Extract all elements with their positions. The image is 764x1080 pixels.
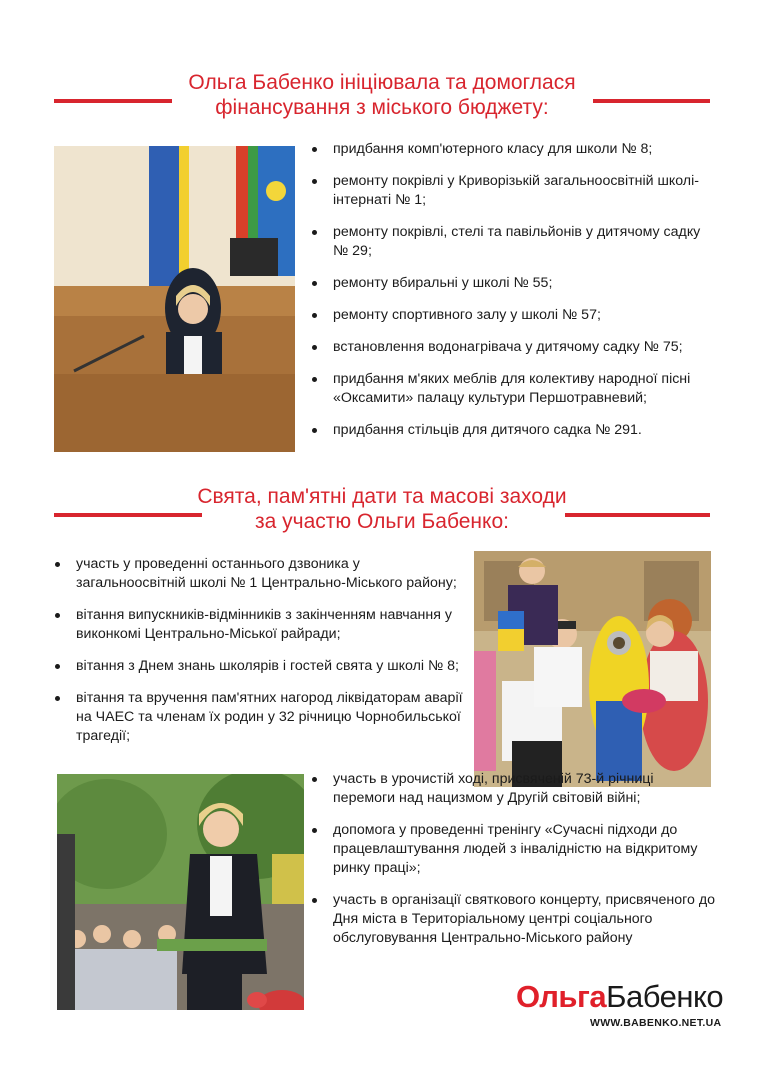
list-item: ремонту покрівлі у Криворізькій загальноосвітній школі-інтернаті № 1; [309,172,709,210]
section1-title-line2: фінансування з міського бюджету: [215,96,549,119]
photo-podium [54,146,295,452]
website-url: WWW.BABENKO.NET.UA [590,1017,722,1029]
section2-list-right [309,770,719,961]
list-item: придбання м'яких меблів для колективу народної пісні «Оксамити» палацу культури Першотравневий; [309,370,709,408]
section2-list-left [52,555,467,759]
photo-memorial [57,774,304,1010]
section1-title [0,70,764,120]
list-item: вітання та вручення пам'ятних нагород ліквідаторам аварії на ЧАЕС та членам їх родин у 32 річницю Чорнобильської трагедії; [52,689,467,746]
logo-last-name: Бабенко [606,979,724,1014]
section1-list [309,140,709,453]
section2-title-line2: за участю Ольги Бабенко: [255,510,509,533]
list-item: участь у проведенні останнього дзвоника у загальноосвітній школі № 1 Центрально-Міського району; [52,555,467,593]
section1-title-line1: Ольга Бабенко ініціювала та домоглася [188,71,576,94]
list-item: ремонту вбиральні у школі № 55; [309,274,709,293]
list-item: вітання випускників-відмінників з закінченням навчання у виконкомі Центрально-Міської райради; [52,606,467,644]
list-item: придбання комп'ютерного класу для школи № 8; [309,140,709,159]
section2-rule-left [54,513,202,517]
list-item: встановлення водонагрівача у дитячому садку № 75; [309,338,709,357]
logo-first-name: Ольга [516,979,607,1014]
section1-rule-left [54,99,172,103]
section2-title [0,484,764,534]
list-item: придбання стільців для дитячого садка № 291. [309,421,709,440]
list-item: допомога у проведенні тренінгу «Сучасні підходи до працевлаштування людей з інвалідністю на відкритому ринку праці»; [309,821,719,878]
section2-rule-right [565,513,710,517]
photo-school-celebration [474,551,711,787]
list-item: ремонту покрівлі, стелі та павільйонів у дитячому садку № 29; [309,223,709,261]
list-item: вітання з Днем знань школярів і гостей свята у школі № 8; [52,657,467,676]
section1-rule-right [593,99,710,103]
list-item: участь в організації святкового концерту, присвяченого до Дня міста в Територіальному центрі соціального обслуговування Центрально-Міського району [309,891,719,948]
list-item: участь в урочистій ході, присвяченій 73-й річниці перемоги над нацизмом у Другій світовій війні; [309,770,719,808]
section2-title-line1: Свята, пам'ятні дати та масові заходи [197,485,567,508]
brand-logo [516,980,723,1014]
list-item: ремонту спортивного залу у школі № 57; [309,306,709,325]
